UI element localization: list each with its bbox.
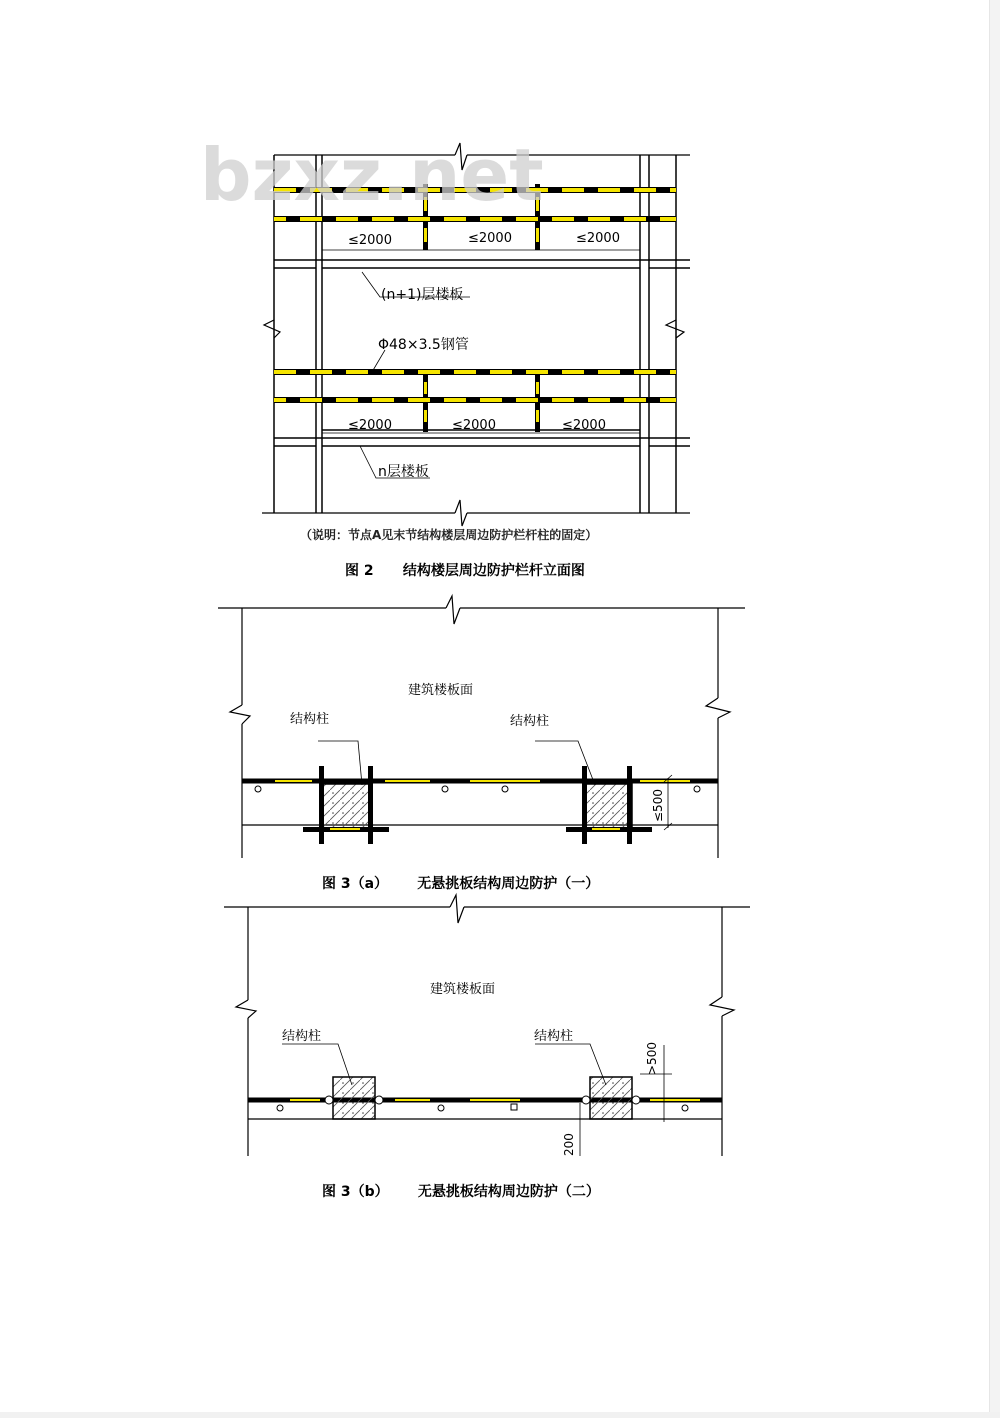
- fig2-caption: 图 2 结构楼层周边防护栏杆立面图: [345, 563, 585, 579]
- fig2-slab-lower-label: n层楼板: [378, 464, 429, 480]
- fig2-bottom-dim-3: ≤2000: [562, 418, 606, 433]
- fig3a-column-label-left: 结构柱: [290, 712, 330, 727]
- fig2-pipe-label: Φ48×3.5钢管: [378, 337, 469, 353]
- fig3b-floor-label: 建筑楼板面: [430, 982, 496, 997]
- fig3b-column-label-right: 结构柱: [534, 1029, 574, 1044]
- fig2-top-dim-1: ≤2000: [348, 233, 392, 248]
- fig3a-column-label-right: 结构柱: [510, 714, 550, 729]
- fig2-slab-upper-label: (n+1)层楼板: [381, 287, 464, 303]
- fig2-top-dim-3: ≤2000: [576, 231, 620, 246]
- fig3b-caption: 图 3（b） 无悬挑板结构周边防护（二）: [322, 1184, 600, 1200]
- fig2-top-dim-2: ≤2000: [468, 231, 512, 246]
- fig3a-dim-label: ≤500: [651, 789, 665, 822]
- fig3a-floor-label: 建筑楼板面: [408, 683, 474, 698]
- fig2-note: （说明：节点A见末节结构楼层周边防护栏杆柱的固定）: [300, 528, 598, 542]
- figure-3b-plan: [224, 895, 750, 1156]
- fig3a-caption: 图 3（a） 无悬挑板结构周边防护（一）: [322, 876, 600, 892]
- fig3b-dim-label-top: >500: [645, 1042, 659, 1075]
- fig3b-column-label-left: 结构柱: [282, 1029, 322, 1044]
- watermark: bzxz.net: [200, 133, 544, 217]
- figure-3a-plan: [218, 596, 745, 858]
- fig2-bottom-dim-2: ≤2000: [452, 418, 496, 433]
- fig2-bottom-dim-1: ≤2000: [348, 418, 392, 433]
- fig3b-dim-label-bottom: 200: [562, 1133, 576, 1156]
